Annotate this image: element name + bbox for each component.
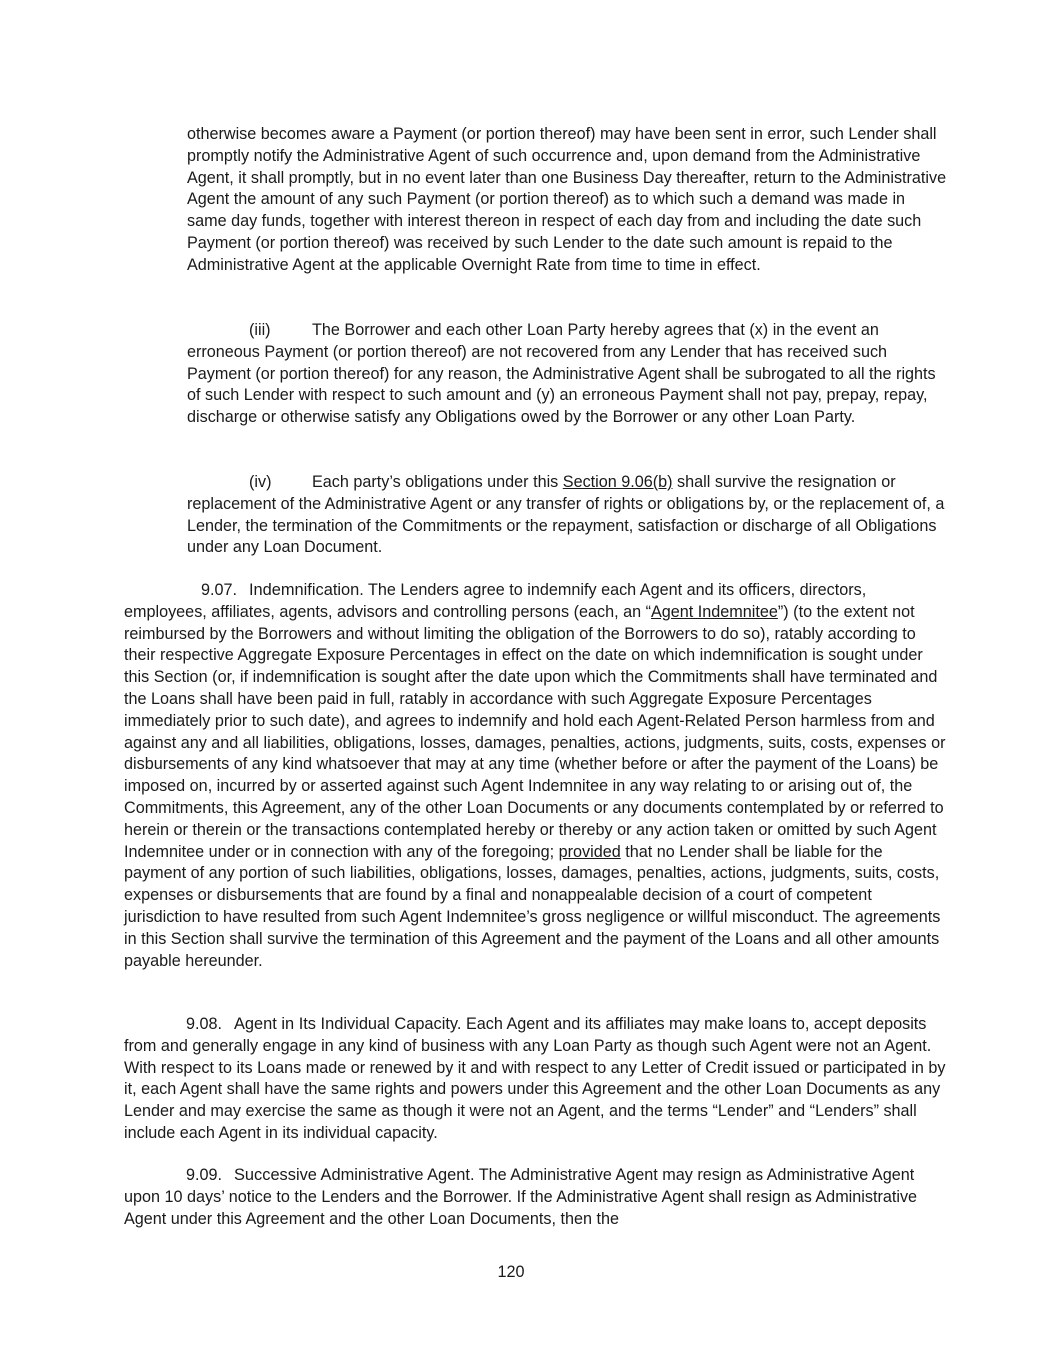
proviso-term: provided	[558, 842, 621, 861]
section-heading: Indemnification.	[249, 581, 364, 599]
section-number: 9.07.	[201, 581, 238, 599]
section-text: The Administrative Agent may resign as Administrative Agent upon 10 days’ notice to the Lenders and the Borrower. If the Administrative Agent shall resign as Administrative Agent under this Agreement and the other Loan Documents, then the	[124, 1166, 918, 1228]
paragraph-iii	[187, 320, 947, 429]
paragraph-payment-error-continuation	[187, 124, 947, 277]
paragraph-text: Each party’s obligations under this	[312, 473, 563, 491]
clause-marker-iii: (iii)	[249, 321, 271, 339]
paragraph-text: The Borrower and each other Loan Party hereby agrees that (x) in the event an erroneous Payment (or portion thereof) are not recovered from any Lender that has received such Payment (or portion thereof) for any reason, the Administrative Agent shall be subrogated to all the rights of such Lender with respect to such amount and (y) an erroneous Payment shall not pay, prepay, repay, discharge or otherwise satisfy any Obligations owed by the Borrower or any other Loan Party.	[187, 321, 936, 427]
page-number: 120	[497, 1263, 525, 1281]
clause-marker-iv: (iv)	[249, 473, 272, 491]
section-heading: Agent in Its Individual Capacity.	[234, 1015, 462, 1033]
section-number: 9.08.	[186, 1015, 223, 1033]
section-9-09-successive-administrative-agent	[124, 1165, 947, 1230]
defined-term: Agent Indemnitee	[651, 602, 778, 621]
paragraph-text: shall survive the resignation or replacement of the Administrative Agent or any transfer of rights or obligations by, or the replacement of, a Lender, the termination of the Commitments or the repayment, satisfaction or discharge of all Obligations under any Loan Document.	[187, 473, 945, 557]
section-number: 9.09.	[186, 1166, 223, 1184]
section-text: Each Agent and its affiliates may make loans to, accept deposits from and generally engage in any kind of business with any Loan Party as though such Agent were not an Agent. With respect to its Loans made or renewed by it and with respect to any Letter of Credit issued or participated in by it, each Agent shall have the same rights and powers under this Agreement and the other Loan Documents as any Lender and may exercise the same as though it were not an Agent, and the terms “Lender” and “Lenders” shall include each Agent in its individual capacity.	[124, 1015, 946, 1142]
section-9-08-agent-individual-capacity	[124, 1014, 947, 1145]
section-text: that no Lender shall be liable for the payment of any portion of such liabilities, obligations, losses, damages, penalties, actions, judgments, suits, costs, expenses or disbursements that are found by a final and nonappealable decision of a court of competent jurisdiction to have resulted from such Agent Indemnitee’s gross negligence or willful misconduct. The agreements in this Section shall survive the termination of this Agreement and the payment of the Loans and all other amounts payable hereunder.	[124, 842, 941, 970]
section-9-07-indemnification	[124, 580, 947, 972]
section-text: The Lenders agree to indemnify each Agent and its officers, directors, employees, affiliates, agents, advisors and controlling persons (each, an “	[124, 581, 867, 621]
paragraph-iv	[187, 472, 947, 559]
section-heading: Successive Administrative Agent.	[234, 1166, 475, 1184]
paragraph-text: otherwise becomes aware a Payment (or portion thereof) may have been sent in error, such Lender shall promptly notify the Administrative Agent of such occurrence and, upon demand from the Administrative Agent, it shall promptly, but in no event later than one Business Day thereafter, return to the Administrative Agent the amount of any such Payment (or portion thereof) as to which such a demand was made in same day funds, together with interest thereon in respect of each day from and including the date such Payment (or portion thereof) was received by such Lender to the date such amount is repaid to the Administrative Agent at the applicable Overnight Rate from time to time in effect.	[187, 125, 947, 274]
section-text: ”) (to the extent not reimbursed by the Borrowers and without limiting the obligation of the Borrowers to do so), ratably according to their respective Aggregate Exposure Percentages in effect on the date on which indemnification is sought under this Section (or, if indemnification is sought after the date upon which the Commitments shall have terminated and the Loans shall have been paid in full, ratably in accordance with such Aggregate Exposure Percentages immediately prior to such date), and agrees to indemnify and hold each Agent-Related Person harmless from and against any and all liabilities, obligations, losses, damages, penalties, actions, judgments, suits, costs, expenses or disbursements of any kind whatsoever that may at any time (whether before or after the payment of the Loans) be imposed on, incurred by or asserted against such Agent Indemnitee in any way relating to or arising out of, the Commitments, this Agreement, any of the other Loan Documents or any documents contemplated by or referred to herein or therein or the transactions contemplated hereby or thereby or any action taken or omitted by such Agent Indemnitee under or in connection with any of the foregoing;	[124, 602, 946, 861]
section-reference-link: Section 9.06(b)	[562, 473, 673, 491]
